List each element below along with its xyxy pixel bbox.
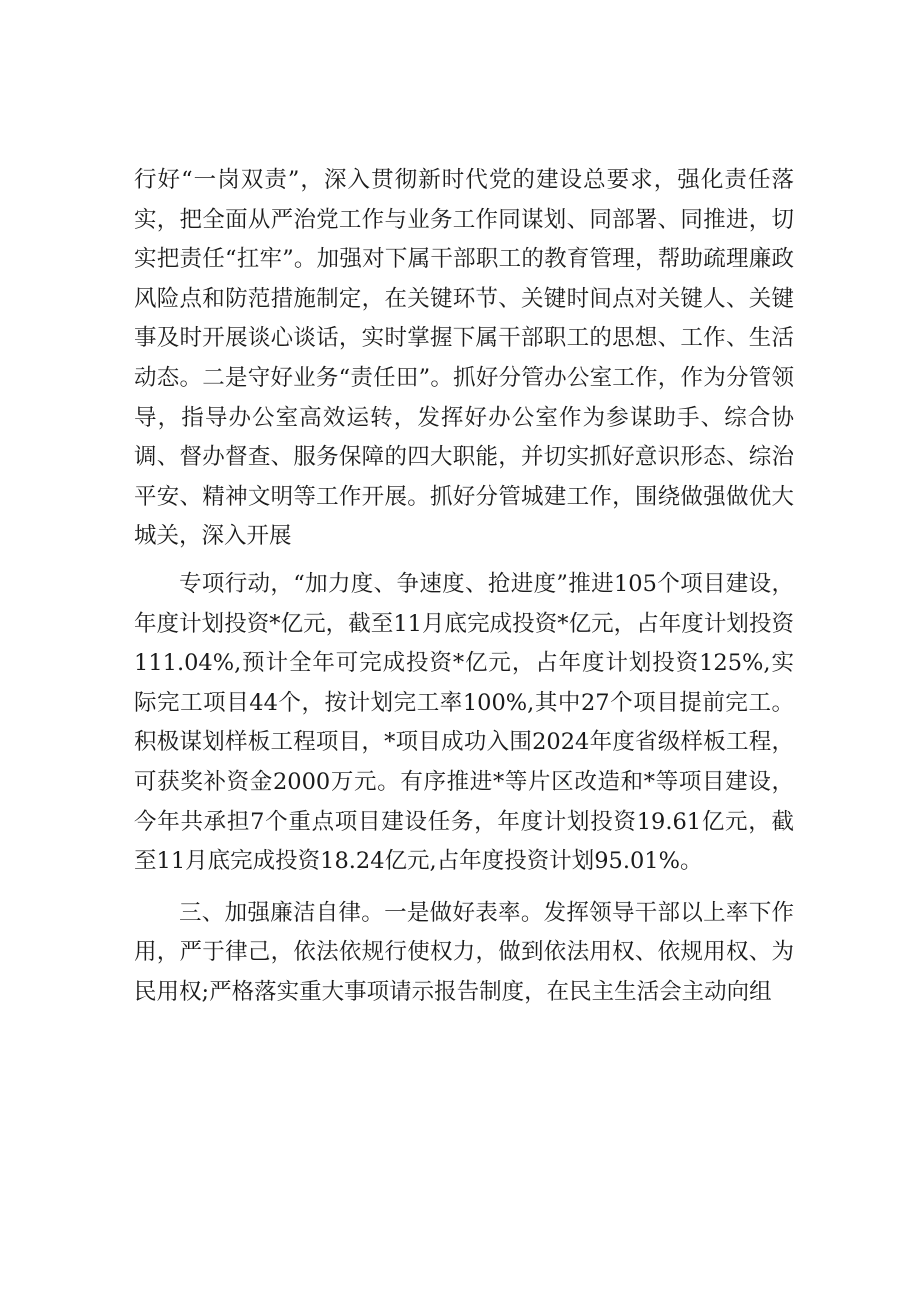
- paragraph-integrity: 三、加强廉洁自律。一是做好表率。发挥领导干部以上率下作用，严于律己，依法依规行使权力，做到依法用权、依规用权、为民用权;严格落实重大事项请示报告制度，在民主生活会主动向组: [134, 899, 794, 1005]
- document-body: [134, 161, 794, 1012]
- paragraph-responsibility: 行好“一岗双责”，深入贯彻新时代党的建设总要求，强化责任落实，把全面从严治党工作与业务工作同谋划、同部署、同推进，切实把责任“扛牢”。加强对下属干部职工的教育管理，帮助疏理廉政风险点和防范措施制定，在关键环节、关键时间点对关键人、关键事及时开展谈心谈话，实时掌握下属干部职工的思想、工作、生活动态。二是守好业务“责任田”。抓好分管办公室工作，作为分管领导，指导办公室高效运转，发挥好办公室作为参谋助手、综合协调、督办督查、服务保障的四大职能，并切实抓好意识形态、综治平安、精神文明等工作开展。抓好分管城建工作，围绕做强做优大城关，深入开展: [134, 167, 794, 550]
- paragraph-project-construction: 专项行动，“加力度、争速度、抢进度”推进105个项目建设，年度计划投资*亿元，截至11月底完成投资*亿元，占年度计划投资111.04%,预计全年可完成投资*亿元，占年度计划投资125%,实际完工项目44个，按计划完工率100%,其中27个项目提前完工。积极谋划样板工程项目，*项目成功入围2024年度省级样板工程，可获奖补资金2000万元。有序推进*等片区改造和*等项目建设，今年共承担7个重点项目建设任务，年度计划投资19.61亿元，截至11月底完成投资18.24亿元,占年度投资计划95.01%。: [134, 570, 794, 875]
